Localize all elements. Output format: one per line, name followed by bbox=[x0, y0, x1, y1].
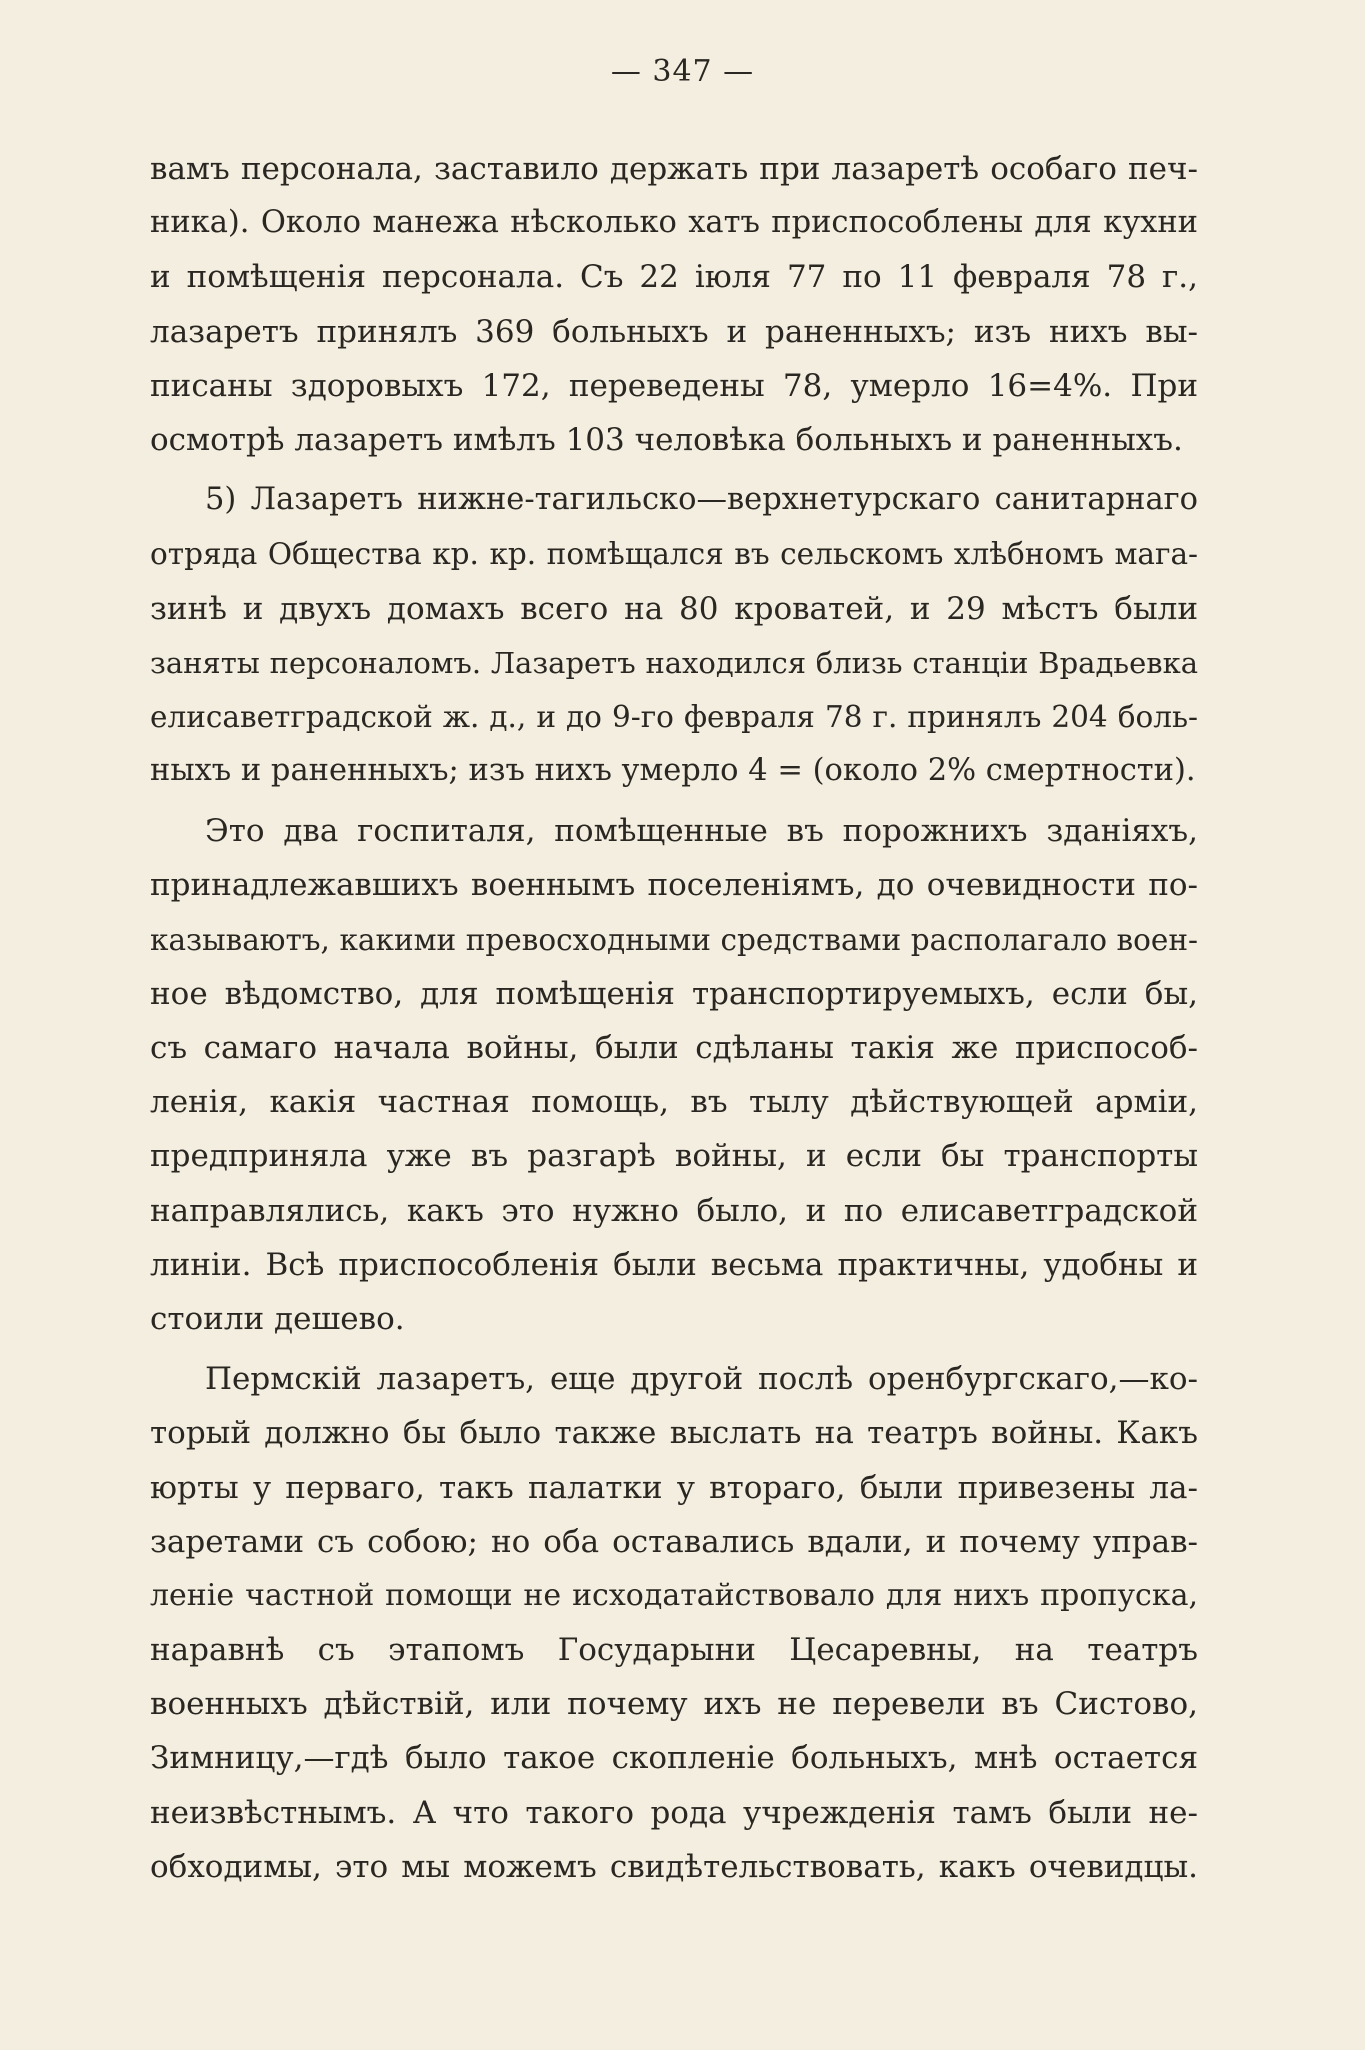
text-line: наравнѣ съ этапомъ Государыни Цесаревны, на театръ bbox=[150, 1632, 1198, 1669]
text-line: заняты персоналомъ. Лазаретъ находился близь станціи Врадьевка bbox=[150, 645, 1198, 680]
text-line: стоили дешево. bbox=[150, 1300, 405, 1337]
text-line: осмотрѣ лазаретъ имѣлъ 103 человѣка больныхъ и раненныхъ. bbox=[150, 421, 1183, 458]
text-line: обходимы, это мы можемъ свидѣтельствовать, какъ очевидцы. bbox=[150, 1848, 1198, 1885]
text-line: елисаветградской ж. д., и до 9-го февраля 78 г. принялъ 204 боль- bbox=[150, 699, 1198, 734]
body-text bbox=[150, 142, 1198, 1894]
text-line: торый должно бы было также выслать на театръ войны. Какъ bbox=[150, 1415, 1198, 1452]
text-line: ника). Около манежа нѣсколько хатъ приспособлены для кухни bbox=[150, 205, 1198, 241]
text-line: 5) Лазаретъ нижне-тагильско—верхнетурскаго санитарнаго bbox=[205, 482, 1198, 518]
text-line: отряда Общества кр. кр. помѣщался въ сельскомъ хлѣбномъ мага- bbox=[150, 537, 1198, 572]
text-line: неизвѣстнымъ. А что такого рода учрежденія тамъ были не- bbox=[150, 1794, 1198, 1831]
text-line: Это два госпиталя, помѣщенные въ порожнихъ зданіяхъ, bbox=[205, 813, 1198, 850]
text-line: леніе частной помощи не исходатайствовало для нихъ пропуска, bbox=[150, 1577, 1198, 1613]
text-line: юрты у перваго, такъ палатки у втораго, были привезены ла- bbox=[150, 1469, 1198, 1506]
text-line: зинѣ и двухъ домахъ всего на 80 кроватей, и 29 мѣстъ были bbox=[150, 590, 1198, 627]
text-line: и помѣщенія персонала. Съ 22 іюля 77 по 11 февраля 78 г., bbox=[150, 259, 1198, 296]
text-line: лазаретъ принялъ 369 больныхъ и раненныхъ; изъ нихъ вы- bbox=[150, 313, 1198, 350]
text-line: линіи. Всѣ приспособленія были весьма практичны, удобны и bbox=[150, 1246, 1198, 1283]
text-line: заретами съ собою; но оба оставались вдали, и почему управ- bbox=[150, 1523, 1198, 1560]
text-line: ленія, какія частная помощь, въ тылу дѣйствующей арміи, bbox=[150, 1084, 1198, 1121]
text-line: писаны здоровыхъ 172, переведены 78, умерло 16=4%. При bbox=[150, 367, 1198, 404]
text-line: военныхъ дѣйствій, или почему ихъ не перевели въ Систово, bbox=[150, 1686, 1198, 1723]
text-line: Пермскій лазаретъ, еще другой послѣ оренбургскаго,—ко- bbox=[205, 1361, 1198, 1398]
text-line: предприняла уже въ разгарѣ войны, и если бы транспорты bbox=[150, 1138, 1198, 1175]
text-line: принадлежавшихъ военнымъ поселеніямъ, до очевидности по- bbox=[150, 867, 1198, 904]
text-line: съ самаго начала войны, были сдѣланы такія же приспособ- bbox=[150, 1030, 1198, 1066]
text-line: ное вѣдомство, для помѣщенія транспортируемыхъ, если бы, bbox=[150, 975, 1198, 1012]
text-line: казываютъ, какими превосходными средствами располагало воен- bbox=[150, 922, 1198, 957]
text-line: вамъ персонала, заставило держать при лазаретѣ особаго печ- bbox=[150, 151, 1198, 187]
text-line: направлялись, какъ это нужно было, и по елисаветградской bbox=[150, 1192, 1198, 1229]
page-number: — 347 — bbox=[610, 54, 755, 89]
text-line: ныхъ и раненныхъ; изъ нихъ умерло 4 = (около 2% смертности). bbox=[150, 753, 1196, 789]
text-line: Зимницу,—гдѣ было такое скопленіе больныхъ, мнѣ остается bbox=[150, 1740, 1198, 1777]
